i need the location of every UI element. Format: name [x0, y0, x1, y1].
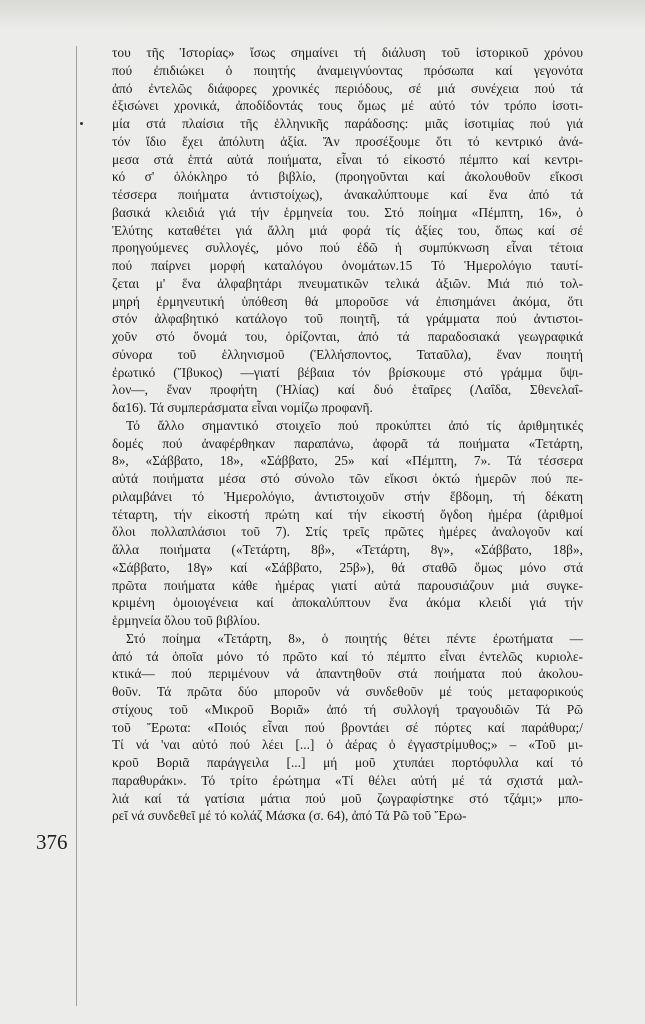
text-line: ἐξισώνει χρονικά, ἀποδίδοντάς τους ὅμως μέ αὐτό τόν τρόπο ἰσοτι-: [112, 98, 583, 114]
text-line: ἄλλα ποιήματα («Τετάρτη, 8β», «Τετάρτη, 8γ», «Σάββατο, 18β»,: [112, 542, 583, 557]
text-line: κριμένη ὁμοιογένεια καί ἀποκαλύπτουν ἕνα ἀκόμα κλειδί γιά τήν: [112, 595, 583, 611]
text-line: θοῦν. Τά πρῶτα δύο μποροῦν νά συνδεθοῦν μέ τούς μεταφορικούς: [112, 684, 583, 699]
text-line: ζεται μ' ἕνα ἀλφαβητάρι πνευματικῶν τελικά ἀξιῶν. Μιά πιό τολ-: [112, 275, 583, 291]
text-line: Τί νά 'ναι αὐτό πού λέει [...] ὁ ἀέρας ὁ ἐγγαστρίμυθος;» – «Τοῦ μι-: [112, 737, 583, 753]
text-line: ριλαμβάνει τό Ἡμερολόγιο, ἀντιστοιχοῦν στήν ἕβδομη, τή δέκατη: [112, 488, 583, 504]
text-line: στίχους τοῦ «Μικροῦ Βοριᾶ» ἀπό τή συλλογή τραγουδιῶν Τά Ρῶ: [112, 701, 583, 717]
text-line: τόν ἴδιο ἔχει ἀπόλυτη ἀξία. Ἄν προσέξουμε ὅτι τό κεντρικό ἀνά-: [112, 133, 583, 149]
text-line: «Σάββατο, 18γ» καί «Σάββατο, 25β»), θά σταθῶ ὅμως μόνο στά: [112, 559, 583, 575]
text-line: κροῦ Βοριᾶ παράγγειλα [...] μή μοῦ χτυπάει πορτόφυλλα καί τό: [112, 755, 583, 770]
text-line: λον—, ἕναν προφήτη (Ἠλίας) καί δυό ἑταῖρες (Λαΐδα, Σθενελαΐ-: [112, 382, 583, 398]
text-line: πού παίρνει μορφή καταλόγου ὀνομάτων.15 Τό Ἡμερολόγιο ταυτί-: [112, 258, 583, 273]
text-line: ἀπό ἐντελῶς διάφορες χρονικές περιόδους, σέ μιά συνέχεια πού τά: [112, 80, 583, 96]
text-line: αὐτά ποιήματα μέσα στό σύνολο τῶν εἴκοσι ὀκτώ ἡμερῶν πού πε-: [112, 471, 583, 486]
text-line: τοῦ Ἔρωτα: «Ποιός εἶναι πού βροντάει σέ πόρτες καί παράθυρα;/: [112, 719, 583, 735]
text-line: παραθυράκι». Τό τρίτο ἐρώτημα «Τί θέλει αὐτή μέ τά σχιστά μαλ-: [112, 772, 583, 788]
scan-edge-shadow: [0, 0, 645, 30]
text-line: ὅλοι πολλαπλάσιοι τοῦ 7). Στίς τρεῖς πρῶτες ἡμέρες ἀναλογοῦν καί: [112, 524, 583, 540]
text-line: κτικά— πού περιμένουν νά ἀπαντηθοῦν στά ποιήματα πού ἀκολου-: [112, 666, 583, 682]
text-line: ρεῖ νά συνδεθεῖ μέ τό κολάζ Μάσκα (σ. 64), ἀπό Τά Ρῶ τοῦ Ἔρω-: [112, 808, 467, 824]
text-line: κό σ' ὁλόκληρο τό βιβλίο, (προηγοῦνται καί ἀκολουθοῦν εἴκοσι: [112, 169, 583, 185]
text-line: τέσσερα ποιήματα ἀντιστοίχως), ἀνακαλύπτουμε καί ἕνα ἀπό τά: [112, 187, 583, 202]
text-line: τέταρτη, τήν εἰκοστή πρώτη καί τήν εἰκοστή ὄγδοη ἡμέρα (ἀριθμοί: [112, 506, 583, 522]
body-text: [112, 44, 583, 825]
margin-rule: [76, 46, 77, 1006]
text-line: σύνορα τοῦ ἑλληνισμοῦ (Ἑλλήσποντος, Ταταῦλα), ἕναν ποιητή: [112, 346, 583, 362]
text-line: Στό ποίημα «Τετάρτη, 8», ὁ ποιητής θέτει πέντε ἐρωτήματα —: [126, 630, 583, 646]
text-line: του τῆς Ἱστορίας» ἴσως σημαίνει τή διάλυση τοῦ ἱστορικοῦ χρόνου: [112, 45, 583, 60]
text-line: ἀπό τά ὁποῖα μόνο τό πρῶτο καί τό πέμπτο εἶναι ἐντελῶς κυριολε-: [112, 648, 583, 664]
text-line: δα16). Τά συμπεράσματα εἶναι νομίζω προφανῆ.: [112, 400, 373, 415]
page-number: 376: [36, 830, 68, 854]
text-line: λιά καί τά γατίσια μάτια πού μοῦ ζωγραφίστηκε στό τζάμι;» μπο-: [112, 790, 583, 806]
text-line: Τό ἄλλο σημαντικό στοιχεῖο πού προκύπτει ἀπό τίς ἀριθμητικές: [126, 417, 583, 433]
text-line: ἑρμηνεία ὅλου τοῦ βιβλίου.: [112, 613, 261, 628]
text-line: μεσα στά ἑπτά αὐτά ποιήματα, εἶναι τό εἰκοστό πέμπτο καί κεντρι-: [112, 151, 583, 167]
text-line: βασικά κλειδιά γιά τήν ἑρμηνεία του. Στό ποίημα «Πέμπτη, 16», ὁ: [112, 204, 583, 220]
text-line: μία στά πλαίσια τῆς ἑλληνικῆς παράδοσης: μιᾶς ἰσοτιμίας πού γιά: [112, 116, 583, 131]
text-line: πρῶτα ποιήματα κάθε ἡμέρας γιατί αὐτά παρουσιάζουν μιά συγκε-: [112, 577, 583, 593]
text-line: πού ἐπιδιώκει ὁ ποιητής ἀναμειγνύοντας πρόσωπα καί γεγονότα: [112, 62, 583, 78]
text-line: προηγούμενες συλλογές, μόνο πού ἐδῶ ἡ συμπύκνωση εἶναι τέτοια: [112, 240, 583, 256]
text-line: στόν ἀλφαβητικό κατάλογο τοῦ ποιητῆ, τά γράμματα πού ἀντιστοι-: [112, 311, 583, 327]
text-line: μηρή ἑρμηνευτική ὑπόθεση θά μποροῦσε νά ἐπισημάνει ἀκόμα, ὅτι: [112, 293, 583, 309]
text-line: δομές πού ἀναφέρθηκαν παραπάνω, ἀφορᾶ τά ποιήματα «Τετάρτη,: [112, 435, 583, 451]
text-line: χοῦν στό ὄνομά του, ὁρίζονται, ἀπό τά παραδοσιακά γεωγραφικά: [112, 329, 583, 344]
margin-dot: [80, 122, 83, 125]
text-line: 8», «Σάββατο, 18», «Σάββατο, 25» καί «Πέμπτη, 7». Τά τέσσερα: [112, 453, 583, 469]
text-line: ἐρωτικό (Ἴβυκος) —γιατί βέβαια τόν βρίσκουμε στό γράμμα ὕψι-: [112, 364, 583, 380]
text-line: Ἐλύτης καταθέτει γιά ἄλλη μιά φορά τίς ἀξίες του, ὅπως καί σέ: [112, 222, 583, 238]
